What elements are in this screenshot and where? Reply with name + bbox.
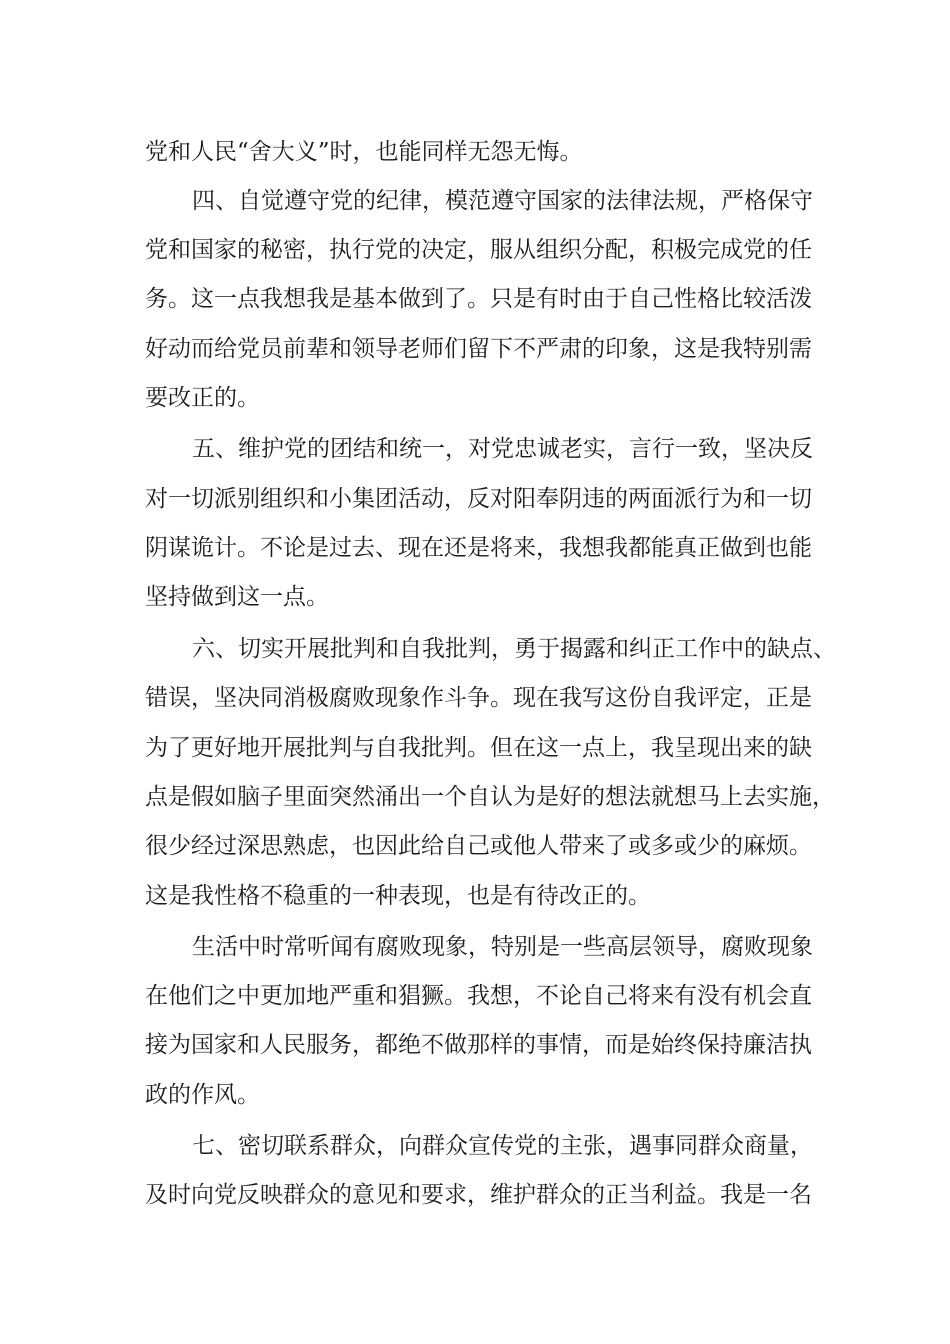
paragraph-5-start: 五、维护党的团结和统一，对党忠诚老实，言行一致，坚决反 xyxy=(192,436,813,462)
text-line: 为了更好地开展批判与自我批判。但在这一点上，我呈现出来的缺 xyxy=(145,735,812,761)
text-line: 在他们之中更加地严重和猖獗。我想，不论自己将来有没有机会直 xyxy=(145,983,812,1009)
paragraph-7-start: 七、密切联系群众，向群众宣传党的主张，遇事同群众商量， xyxy=(192,1133,813,1159)
text-line: 政的作风。 xyxy=(145,1082,260,1108)
text-line: 好动而给党员前辈和领导老师们留下不严肃的印象，这是我特别需 xyxy=(145,336,812,362)
text-line: 对一切派别组织和小集团活动，反对阳奉阴违的两面派行为和一切 xyxy=(145,486,812,512)
text-line: 坚持做到这一点。 xyxy=(145,584,329,610)
paragraph-life-start: 生活中时常听闻有腐败现象，特别是一些高层领导，腐败现象 xyxy=(192,934,813,960)
text-line: 务。这一点我想我是基本做到了。只是有时由于自己性格比较活泼 xyxy=(145,286,812,312)
text-line: 很少经过深思熟虑，也因此给自己或他人带来了或多或少的麻烦。 xyxy=(145,833,812,859)
text-line: 党和国家的秘密，执行党的决定，服从组织分配，积极完成党的任 xyxy=(145,237,812,263)
text-line: 接为国家和人民服务，都绝不做那样的事情，而是始终保持廉洁执 xyxy=(145,1032,812,1058)
text-line: 点是假如脑子里面突然涌出一个自认为是好的想法就想马上去实施， xyxy=(145,784,835,810)
paragraph-4-start: 四、自觉遵守党的纪律，模范遵守国家的法律法规，严格保守 xyxy=(192,188,813,214)
text-line: 阴谋诡计。不论是过去、现在还是将来，我想我都能真正做到也能 xyxy=(145,535,812,561)
paragraph-6-start: 六、切实开展批判和自我批判，勇于揭露和纠正工作中的缺点、 xyxy=(192,636,836,662)
text-line: 要改正的。 xyxy=(145,385,260,411)
text-line: 这是我性格不稳重的一种表现，也是有待改正的。 xyxy=(145,883,651,909)
text-line: 及时向党反映群众的意见和要求，维护群众的正当利益。我是一名 xyxy=(145,1182,812,1208)
text-line: 党和人民“舍大义”时，也能同样无怨无悔。 xyxy=(145,139,583,165)
text-line: 错误，坚决同消极腐败现象作斗争。现在我写这份自我评定，正是 xyxy=(145,685,812,711)
